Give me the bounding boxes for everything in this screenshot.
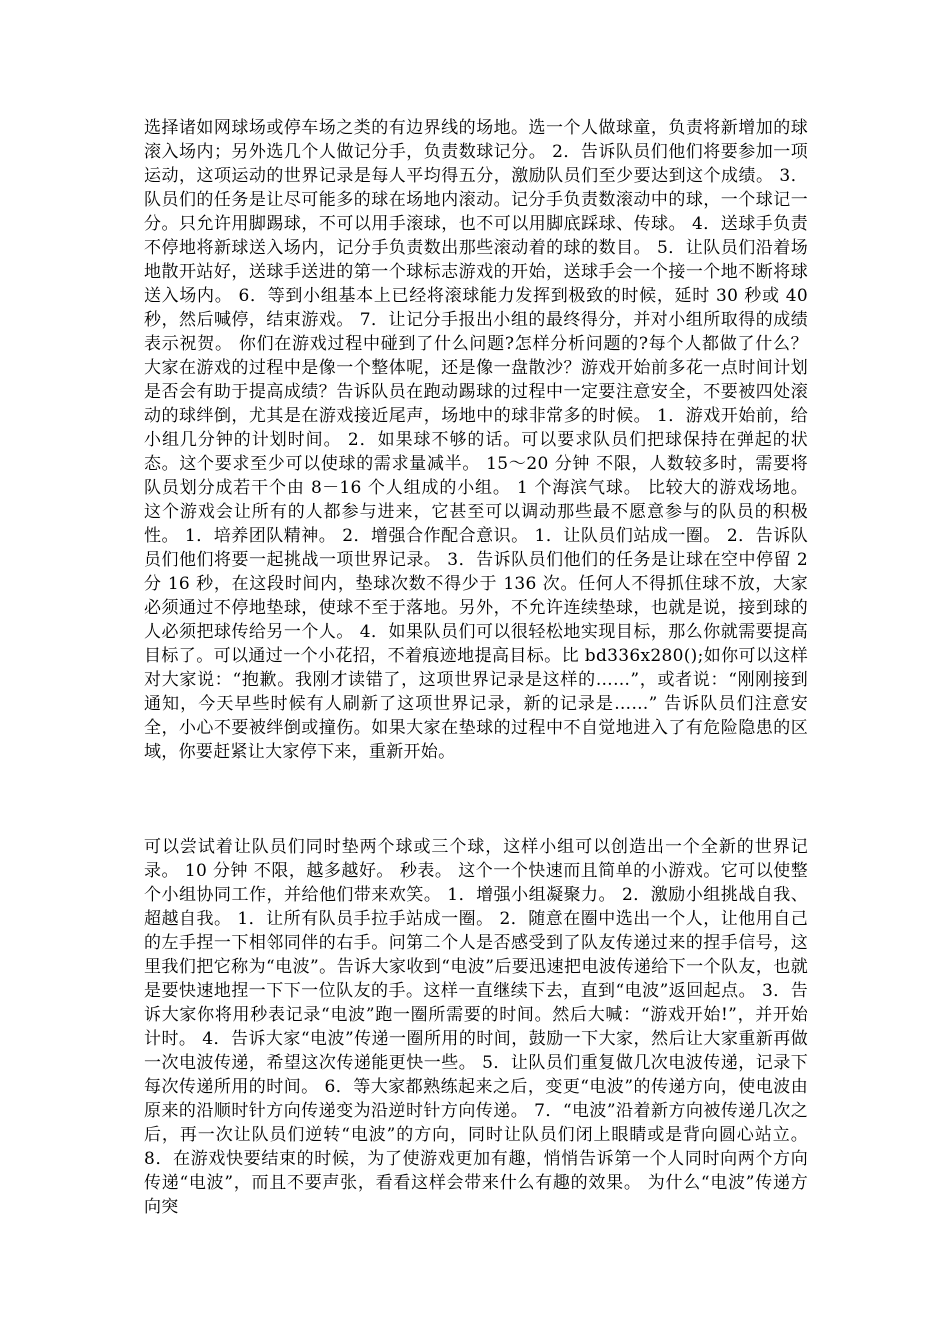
body-paragraph-1: 选择诸如网球场或停车场之类的有边界线的场地。选一个人做球童，负责将新增加的球滚入场内；另外选几个人做记分手，负责数球记分。 2．告诉队员们他们将要参加一项运动，这项运动的世界记录是每人平均得五分，激励队员们至少要达到这个成绩。 3．队员们的任务是让尽可能多的球在场地内滚动。记分手负责数滚动中的球，一个球记一分。只允许用脚踢球，不可以用手滚球，也不可以用脚底踩球、传球。 4．送球手负责不停地将新球送入场内，记分手负责数出那些滚动着的球的数目。 5．让队员们沿着场地散开站好，送球手送进的第一个球标志游戏的开始，送球手会一个接一个地不断将球送入场内。 6．等到小组基本上已经将滚球能力发挥到极致的时候，延时 30 秒或 40 秒，然后喊停，结束游戏。 7．让记分手报出小组的最终得分，并对小组所取得的成绩表示祝贺。 你们在游戏过程中碰到了什么问题?怎样分析问题的?每个人都做了什么？大家在游戏的过程中是像一个整体呢，还是像一盘散沙？游戏开始前多花一点时间计划是否会有助于提高成绩？告诉队员在跑动踢球的过程中一定要注意安全，不要被四处滚动的球绊倒，尤其是在游戏接近尾声，场地中的球非常多的时候。 1．游戏开始前，给小组几分钟的计划时间。 2．如果球不够的话。可以要求队员们把球保持在弹起的状态。这个要求至少可以使球的需求量减半。 15～20 分钟 不限，人数较多时，需要将队员划分成若干个由 8－16 个人组成的小组。 1 个海滨气球。 比较大的游戏场地。 这个游戏会让所有的人都参与进来，它甚至可以调动那些最不愿意参与的队员的积极性。 1．培养团队精神。 2．增强合作配合意识。 1．让队员们站成一圈。 2．告诉队员们他们将要一起挑战一项世界记录。 3．告诉队员们他们的任务是让球在空中停留 2 分 16 秒，在这段时间内，垫球次数不得少于 136 次。任何人不得抓住球不放，大家必须通过不停地垫球，使球不至于落地。另外，不允许连续垫球，也就是说，接到球的人必须把球传给另一个人。 4．如果队员们可以很轻松地实现目标，那么你就需要提高目标了。可以通过一个小花招，不着痕迹地提高目标。比 bd336x280();如你可以这样对大家说：“抱歉。我刚才读错了，这项世界记录是这样的……”，或者说：“刚刚接到通知，今天早些时候有人刷新了这项世界记录，新的记录是……” 告诉队员们注意安全，小心不要被绊倒或撞伤。如果大家在垫球的过程中不自觉地进入了有危险隐患的区域，你要赶紧让大家停下来，重新开始。 <box>144 118 808 762</box>
body-paragraph-2: 可以尝试着让队员们同时垫两个球或三个球，这样小组可以创造出一个全新的世界记录。 10 分钟 不限，越多越好。 秒表。 这个一个快速而且简单的小游戏。它可以使整个小组协同工作，并给他们带来欢笑。 1．增强小组凝聚力。 2．激励小组挑战自我、超越自我。 1．让所有队员手拉手站成一圈。 2．随意在圈中选出一个人，让他用自己的左手捏一下相邻同伴的右手。问第二个人是否感受到了队友传递过来的捏手信号，这里我们把它称为“电波”。告诉大家收到“电波”后要迅速把电波传递给下一个队友，也就是要快速地捏一下下一位队友的手。这样一直继续下去，直到“电波”返回起点。 3．告诉大家你将用秒表记录“电波”跑一圈所需要的时间。然后大喊：“游戏开始!”，并开始计时。 4．告诉大家“电波”传递一圈所用的时间，鼓励一下大家，然后让大家重新再做一次电波传递，希望这次传递能更快一些。 5．让队员们重复做几次电波传递，记录下每次传递所用的时间。 6．等大家都熟练起来之后，变更“电波”的传递方向，使电波由原来的沿顺时针方向传递变为沿逆时针方向传递。 7．“电波”沿着新方向被传递几次之后，再一次让队员们逆转“电波”的方向，同时让队员们闭上眼睛或是背向圆心站立。 8．在游戏快要结束的时候，为了使游戏更加有趣，悄悄告诉第一个人同时向两个方向传递“电波”，而且不要声张，看看这样会带来什么有趣的效果。 为什么“电波”传递方向突 <box>144 837 808 1217</box>
